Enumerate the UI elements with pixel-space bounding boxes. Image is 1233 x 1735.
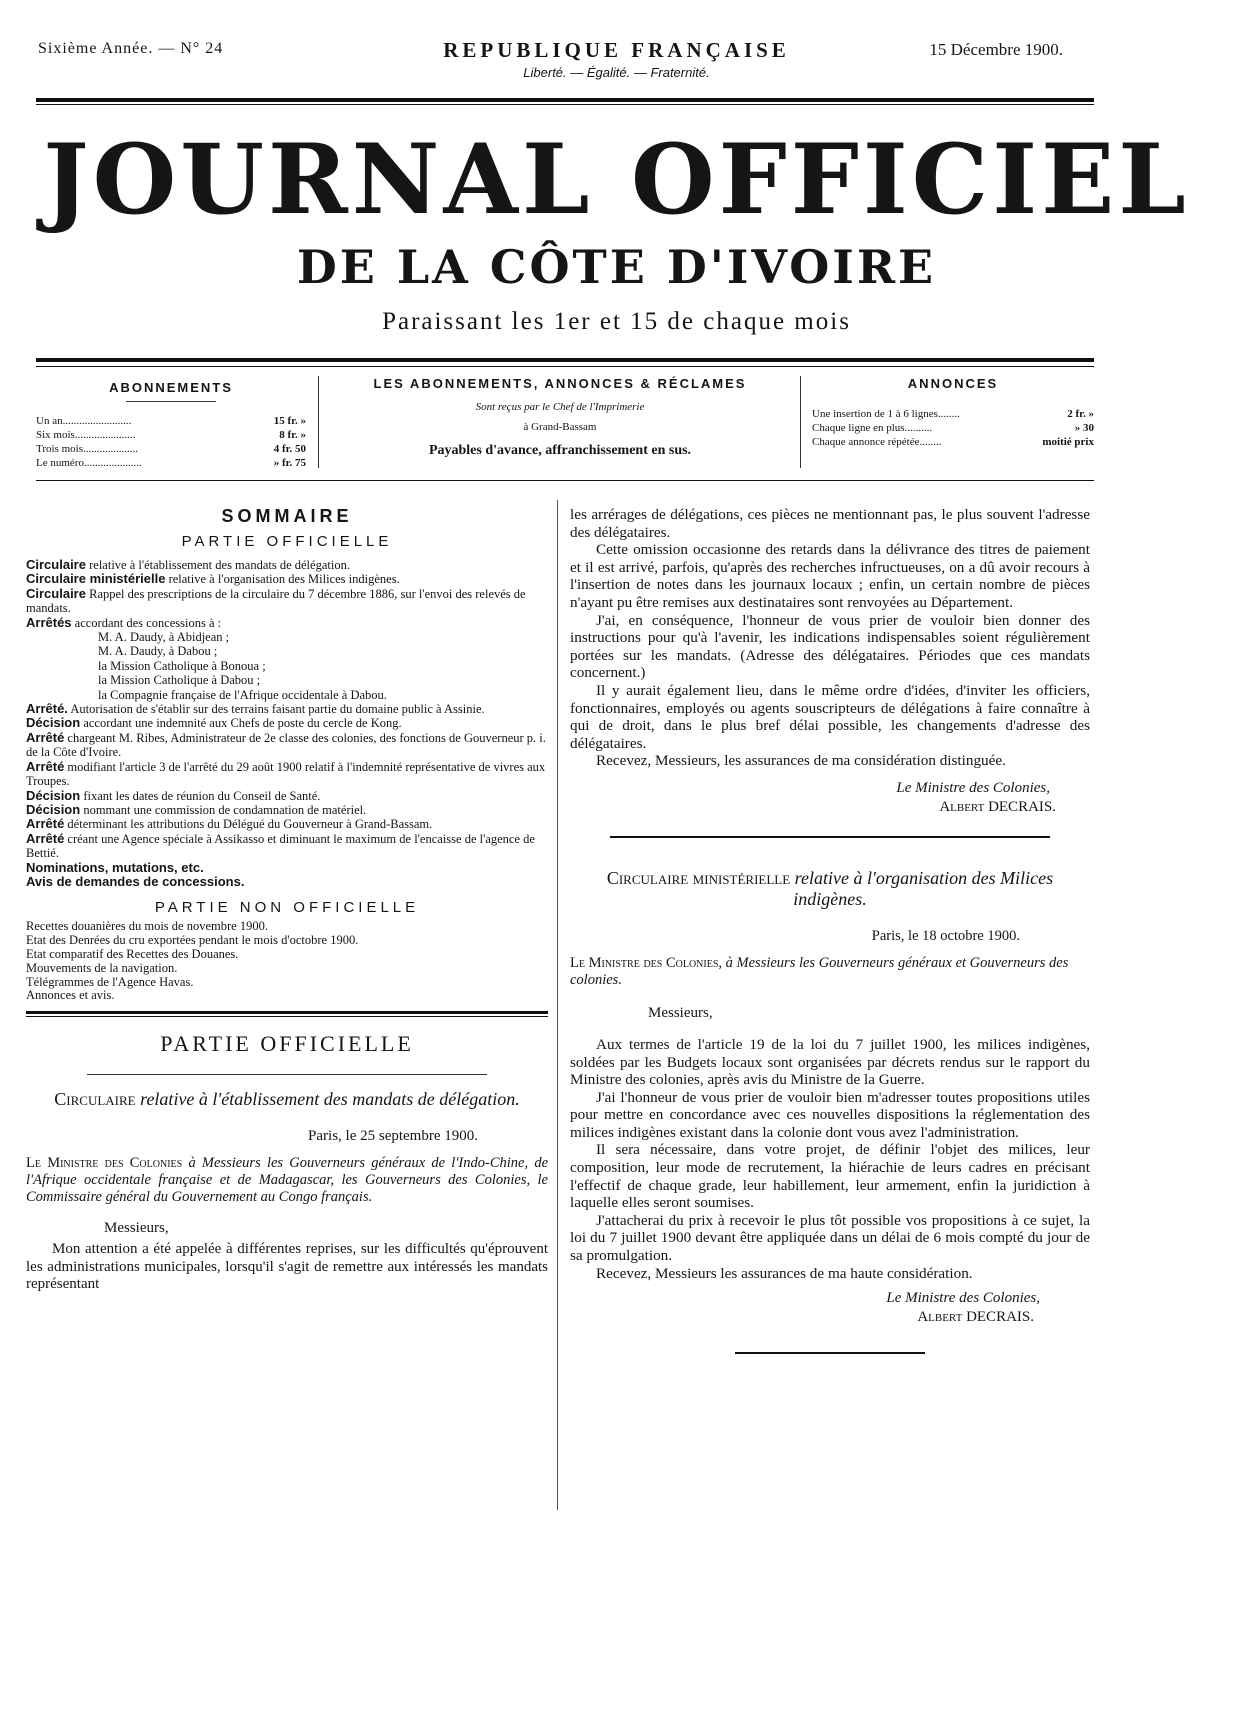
entry-kind: Arrêté [26,758,65,774]
address-recipients: à Messieurs les Gouverneurs généraux de l'Indo-Chine, de l'Afrique occidentale française et de Madagascar, les Gouverneurs des Colonies, le Commissaire général du Gouvernement au Congo français. [26,1155,549,1206]
non-officielle-item: Annonces et avis. [26,988,115,1003]
circ2-label: Circulaire ministérielle [606,867,791,888]
journal-subtitle: DE LA CÔTE D'IVOIRE [296,240,937,294]
concession-item: M. A. Daudy, à Dabou ; [98,644,218,659]
entry-kind: Décision [26,801,81,817]
paragraph: Il sera nécessaire, dans votre projet, de définir l'objet des milices, leur composition, leur mode de recrutement, la hiérachie de leurs cadres en précisant l'effectif de chaque grade, leur habillement, leur armement, enfin la juridiction à laquelle elles seront soumises. [570,1141,1090,1212]
non-officielle-item: Télégrammes de l'Agence Havas. [26,974,194,989]
salutation: Messieurs, [104,1220,169,1237]
publication-frequency: Paraissant les 1er et 15 de chaque mois [382,308,851,335]
entry-kind: Décision [26,787,81,803]
box-separator-2 [800,376,801,468]
annonces-heading: ANNONCES [907,376,999,391]
partie-non-officielle-heading: PARTIE NON OFFICIELLE [154,899,420,917]
annonce-row [812,407,1094,421]
entry-text: créant une Agence spéciale à Assikasso et diminuant le maximum de l'encaisse de l'agence de Bettié. [26,831,535,861]
sommaire-entry [26,832,548,861]
info-heading: LES ABONNEMENTS, ANNONCES & RÉCLAMES [373,376,747,391]
non-officielle-item: Recettes douanières du mois de novembre 1900. [26,919,268,934]
annonce-row [812,435,1094,449]
sommaire-entry [26,616,548,630]
annonce-label: Chaque ligne en plus.......... [812,422,933,434]
paragraph: Recevez, Messieurs les assurances de ma haute considération. [596,1264,973,1282]
abonnement-row [36,414,306,428]
circulaire-label: Circulaire [54,1089,136,1110]
circ2-subject: relative à l'organisation des Milices indigènes. [793,867,1054,909]
sommaire-entry [26,716,548,730]
non-officielle-list [26,920,548,1003]
article1-body [570,506,1090,770]
paragraph: J'ai l'honneur de vous prier de vouloir bien m'adresser toutes propositions utiles pour mettre en concordance avec ces nouvelles dispositions la réglementation des milices indigènes existant dans la colonie dont vous avez l'administration. [570,1088,1090,1141]
box-bottom-rule [36,480,1094,481]
journal-title: JOURNAL OFFICIEL [43,123,1190,236]
circulaire-ministerielle-title [570,868,1090,910]
article2-signature-role: Le Ministre des Colonies, [886,1290,1040,1307]
partie-officielle-title: PARTIE OFFICIELLE [160,1031,414,1057]
annonces-box [812,372,1094,470]
sommaire-entry [26,760,548,789]
entry-kind: Nominations, mutations, etc. [26,859,204,875]
paragraph: J'attacherai du prix à recevoir le plus tôt possible vos propositions à ce sujet, la loi du 7 juillet 1900 devant être appliquée dans un délai de 6 mois compté du jour de sa promulgation. [570,1211,1090,1265]
entry-kind: Circulaire [26,585,86,601]
entry-text: Rappel des prescriptions de la circulaire du 7 décembre 1886, sur l'envoi des relevés de mandats. [26,586,526,616]
entry-text: nommant une commission de condamnation de matériel. [80,802,367,817]
abonnement-label: Un an......................... [36,415,132,427]
entry-text: accordant une indemnité aux Chefs de poste du cercle de Kong. [80,716,402,731]
abonnement-value: 15 fr. » [273,415,306,427]
sommaire-list [26,558,548,630]
sommaire-entry [26,587,548,616]
entry-kind: Arrêtés [26,614,72,630]
right-column [570,506,1090,1354]
sommaire-entry [26,731,548,760]
left-column [26,508,548,1294]
non-officielle-item: Etat des Denrées du cru exportées pendant le mois d'octobre 1900. [26,933,359,948]
abonnement-label: Six mois...................... [36,429,136,441]
abonnement-row [36,456,306,470]
article-rule [87,1074,487,1075]
sommaire-entry [26,789,548,803]
circ2-minister: Le Ministre des Colonies, [570,954,723,971]
circ2-salutation: Messieurs, [648,1004,713,1021]
sommaire-entry [26,572,548,586]
circulaire-address [26,1155,548,1206]
sommaire-entry [26,875,548,889]
paragraph: Il y aurait également lieu, dans le même ordre d'idées, d'inviter les officiers, fonctionnaires, employés ou agents souscripteurs de délégations à faire connaître à qui de droit, dans le plus bref délai possible, les changements d'adresse des délégataires. [570,681,1090,752]
entry-text: accordant des concessions à : [71,615,222,630]
article2-signature-name: Albert DECRAIS. [917,1309,1034,1326]
partie-officielle-heading: PARTIE OFFICIELLE [181,533,393,550]
info-line-3: Payables d'avance, affranchissement en sus. [428,443,692,458]
sommaire-entry [26,803,548,817]
entry-text: relative à l'organisation des Milices indigènes. [165,572,400,587]
circulaire-title [26,1089,548,1110]
paragraph: J'ai, en conséquence, l'honneur de vous prier de vouloir bien donner des instructions pour qu'à l'avenir, les indications indispensables soient régulièrement portées sur les mandats. (Adresse des délégataires. Périodes que ces mandats concernent.) [570,611,1090,682]
entry-kind: Arrêté. [26,701,68,717]
entry-kind: Arrêté [26,830,65,846]
abonnement-label: Le numéro..................... [36,457,142,469]
info-box [330,372,790,470]
abonnement-value: 4 fr. 50 [273,443,306,455]
circ2-date: Paris, le 18 octobre 1900. [871,927,1020,944]
sommaire-entry [26,558,548,572]
annonce-value: 2 fr. » [1067,408,1094,420]
entry-kind: Arrêté [26,816,65,832]
annonce-label: Chaque annonce répétée........ [812,436,942,448]
address-minister: Le Ministre des Colonies [26,1155,183,1172]
entry-kind: Avis de demandes de concessions. [26,873,245,889]
republic-title: REPUBLIQUE FRANÇAISE [443,38,790,62]
republic-motto: Liberté. — Égalité. — Fraternité. [523,65,710,80]
issue-date: 15 Décembre 1900. [929,40,1063,59]
sommaire-list-2 [26,702,548,889]
annonce-row [812,421,1094,435]
paragraph: Recevez, Messieurs, les assurances de ma considération distinguée. [596,752,1006,770]
entry-text: chargeant M. Ribes, Administrateur de 2e classe des colonies, des fonctions de Gouverneur p. i. de la Côte d'Ivoire. [26,730,546,760]
entry-text: relative à l'établissement des mandats de délégation. [85,558,350,572]
sommaire-heading: SOMMAIRE [221,506,353,526]
end-rule [735,1352,925,1354]
circ2-recipients: à Messieurs les Gouverneurs généraux et Gouverneurs des colonies. [570,954,1069,988]
entry-text: fixant les dates de réunion du Conseil de Santé. [80,788,321,803]
article2-body [570,1036,1090,1282]
header-rule [36,98,1094,102]
circulaire-subject: relative à l'établissement des mandats de délégation. [140,1089,520,1110]
masthead-rule-thin [36,366,1094,367]
article1-signature-name: Albert DECRAIS. [939,798,1056,815]
entry-text: modifiant l'article 3 de l'arrêté du 29 août 1900 relatif à l'indemnité représentative de vivres aux Troupes. [26,759,546,789]
non-officielle-item: Etat comparatif des Recettes des Douanes. [26,946,239,961]
issue-number: Sixième Année. — N° 24 [38,40,224,57]
column-divider [557,500,558,1510]
abonnement-value: 8 fr. » [279,429,306,441]
sommaire-rule [26,1011,548,1014]
annonce-value: » 30 [1074,422,1094,434]
annonce-value: moitié prix [1042,436,1094,448]
entry-kind: Circulaire ministérielle [26,571,166,587]
annonce-label: Une insertion de 1 à 6 lignes........ [812,408,960,420]
article-separator [610,836,1050,838]
masthead-rule [36,358,1094,362]
circulaire-date: Paris, le 25 septembre 1900. [308,1128,478,1145]
annonces-list [812,407,1094,449]
paragraph: Aux termes de l'article 19 de la loi du 7 juillet 1900, les milices indigènes, soldées par les Budgets locaux sont organisées par décrets rendus sur le rapport du Ministre des colonies, après avis du Ministre de la Guerre. [570,1035,1090,1089]
entry-text: déterminant les attributions du Délégué du Gouverneur à Grand-Bassam. [64,817,433,832]
concession-item: la Compagnie française de l'Afrique occidentale à Dabou. [98,687,387,702]
concession-item: M. A. Daudy, à Abidjean ; [98,630,230,645]
info-line-1: Sont reçus par le Chef de l'Imprimerie [475,401,645,413]
sommaire-entry [26,861,548,875]
entry-kind: Circulaire [26,557,86,572]
paragraph: les arrérages de délégations, ces pièces ne mentionnant pas, le plus souvent l'adresse des délégataires. [570,506,1090,541]
non-officielle-item: Mouvements de la navigation. [26,960,178,975]
header-rule-thin [36,104,1094,105]
circulaire-body: Mon attention a été appelée à différentes reprises, sur les difficultés qu'éprouvent les administrations municipales, lorsqu'il s'agit de remettre aux intéressés les mandats représentant [26,1241,548,1293]
circ2-address [570,955,1090,989]
abonnements-box [36,372,306,470]
article1-signature-role: Le Ministre des Colonies, [896,779,1050,796]
entry-kind: Décision [26,715,81,731]
abonnements-heading: ABONNEMENTS [109,380,233,395]
abonnement-row [36,442,306,456]
abonnement-label: Trois mois.................... [36,443,138,455]
sommaire-entry [26,702,548,716]
concession-item: la Mission Catholique à Dabou ; [98,673,261,688]
sommaire-rule-thin [26,1016,548,1017]
abonnements-list [36,414,306,470]
info-line-2: à Grand-Bassam [523,421,597,433]
abonnement-value: » fr. 75 [273,457,306,469]
concessions-list [26,630,548,702]
entry-text: Autorisation de s'établir sur des terrains faisant partie du domaine public à Assinie. [67,702,485,717]
box-separator-1 [318,376,319,468]
abonnements-rule [126,401,216,402]
concession-item: la Mission Catholique à Bonoua ; [98,658,266,673]
sommaire-entry [26,817,548,831]
abonnement-row [36,428,306,442]
entry-kind: Arrêté [26,729,65,745]
paragraph: Cette omission occasionne des retards dans la délivrance des titres de paiement et il est arrivé, parfois, qu'après des recherches infructueuses, on a dû avoir recours à l'insertion de notes dans les journaux locaux ; enfin, un certain nombre de pièces n'ayant pu être remises aux destinataires sont renvoyées au Département. [570,541,1090,611]
